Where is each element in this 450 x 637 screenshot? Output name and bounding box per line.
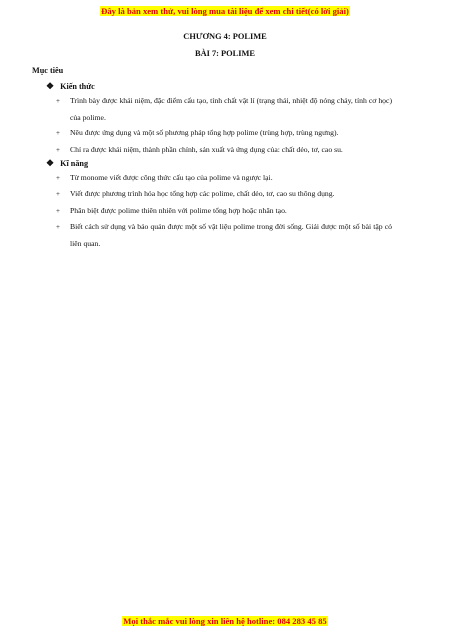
list-item (56, 219, 392, 252)
plus-bullet-icon: + (56, 174, 60, 182)
header-notice-text: Đây là bản xem thử, vui lòng mua tài liệu để xem chi tiết(có lời giải) (101, 6, 349, 16)
list-item (56, 170, 392, 187)
knowledge-heading (46, 82, 95, 91)
footer-notice (0, 616, 450, 626)
diamond-bullet-icon: ❖ (46, 81, 55, 91)
list-item-text: Phân biệt được polime thiên nhiên với polime tổng hợp hoặc nhân tạo. (70, 206, 287, 215)
list-item-text: Nêu được ứng dụng và một số phương pháp tổng hợp polime (trùng hợp, trùng ngưng). (70, 128, 339, 137)
knowledge-heading-label: Kiến thức (60, 82, 95, 91)
skills-heading (46, 159, 88, 168)
list-item (56, 203, 392, 220)
plus-bullet-icon: + (56, 190, 60, 198)
diamond-bullet-icon: ❖ (46, 158, 55, 168)
objectives-heading: Mục tiêu (32, 66, 64, 75)
list-item-text: Trình bày được khái niệm, đặc điểm cấu tạo, tính chất vật lí (trạng thái, nhiệt độ nóng chảy, tính cơ học) của polime. (70, 96, 392, 122)
list-item-text: Từ monome viết được công thức cấu tạo của polime và ngược lại. (70, 173, 273, 182)
list-item (56, 186, 392, 203)
plus-bullet-icon: + (56, 223, 60, 231)
plus-bullet-icon: + (56, 207, 60, 215)
skills-heading-label: Kĩ năng (60, 159, 89, 168)
list-item (56, 125, 392, 142)
list-item-text: Chỉ ra được khái niệm, thành phần chính, sản xuất và ứng dụng của: chất dẻo, tơ, cao su. (70, 145, 343, 154)
header-notice (0, 6, 450, 16)
plus-bullet-icon: + (56, 97, 60, 105)
footer-notice-text: Mọi thắc mắc vui lòng xin liên hệ hotline: 084 283 45 85 (123, 616, 327, 626)
list-item (56, 142, 392, 159)
chapter-title: CHƯƠNG 4: POLIME (183, 32, 267, 41)
plus-bullet-icon: + (56, 129, 60, 137)
list-item-text: Viết được phương trình hóa học tổng hợp các polime, chất dẻo, tơ, cao su thông dụng. (70, 189, 335, 198)
list-item (56, 93, 392, 126)
lesson-title: BÀI 7: POLIME (194, 49, 256, 58)
list-item-text: Biết cách sử dụng và bảo quản được một số vật liệu polime trong đời sống. Giải được một số bài tập có liên quan. (70, 222, 392, 248)
plus-bullet-icon: + (56, 146, 60, 154)
